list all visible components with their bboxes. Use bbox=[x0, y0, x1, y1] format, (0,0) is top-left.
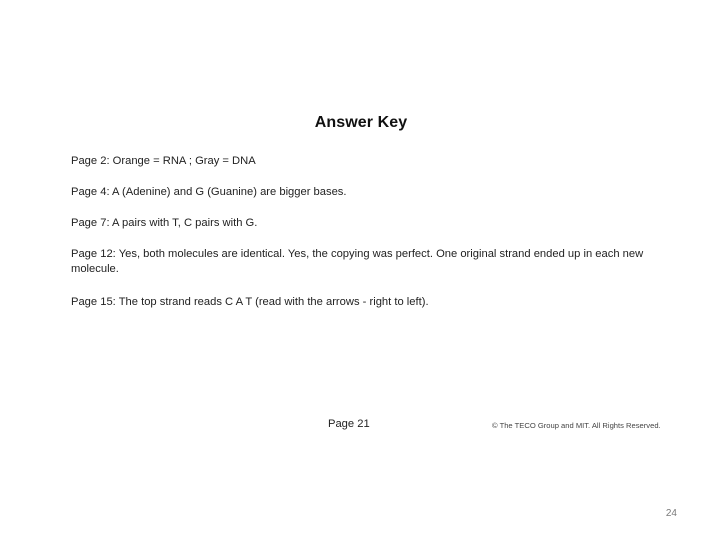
answer-item-page-15: Page 15: The top strand reads C A T (read with the arrows - right to left). bbox=[71, 296, 429, 308]
answer-item-page-12: Page 12: Yes, both molecules are identical. Yes, the copying was perfect. One original strand ended up in each new molecule. bbox=[71, 248, 644, 275]
answer-item-page-4: Page 4: A (Adenine) and G (Guanine) are bigger bases. bbox=[71, 186, 347, 198]
page-reference-label: Page 21 bbox=[328, 418, 370, 430]
copyright-notice: © The TECO Group and MIT. All Rights Reserved. bbox=[492, 421, 661, 430]
slide-title: Answer Key bbox=[314, 114, 408, 131]
slide-number: 24 bbox=[665, 508, 677, 519]
answer-item-page-7: Page 7: A pairs with T, C pairs with G. bbox=[71, 217, 258, 229]
answer-list bbox=[71, 154, 661, 326]
answer-item-page-2: Page 2: Orange = RNA ; Gray = DNA bbox=[71, 155, 256, 167]
